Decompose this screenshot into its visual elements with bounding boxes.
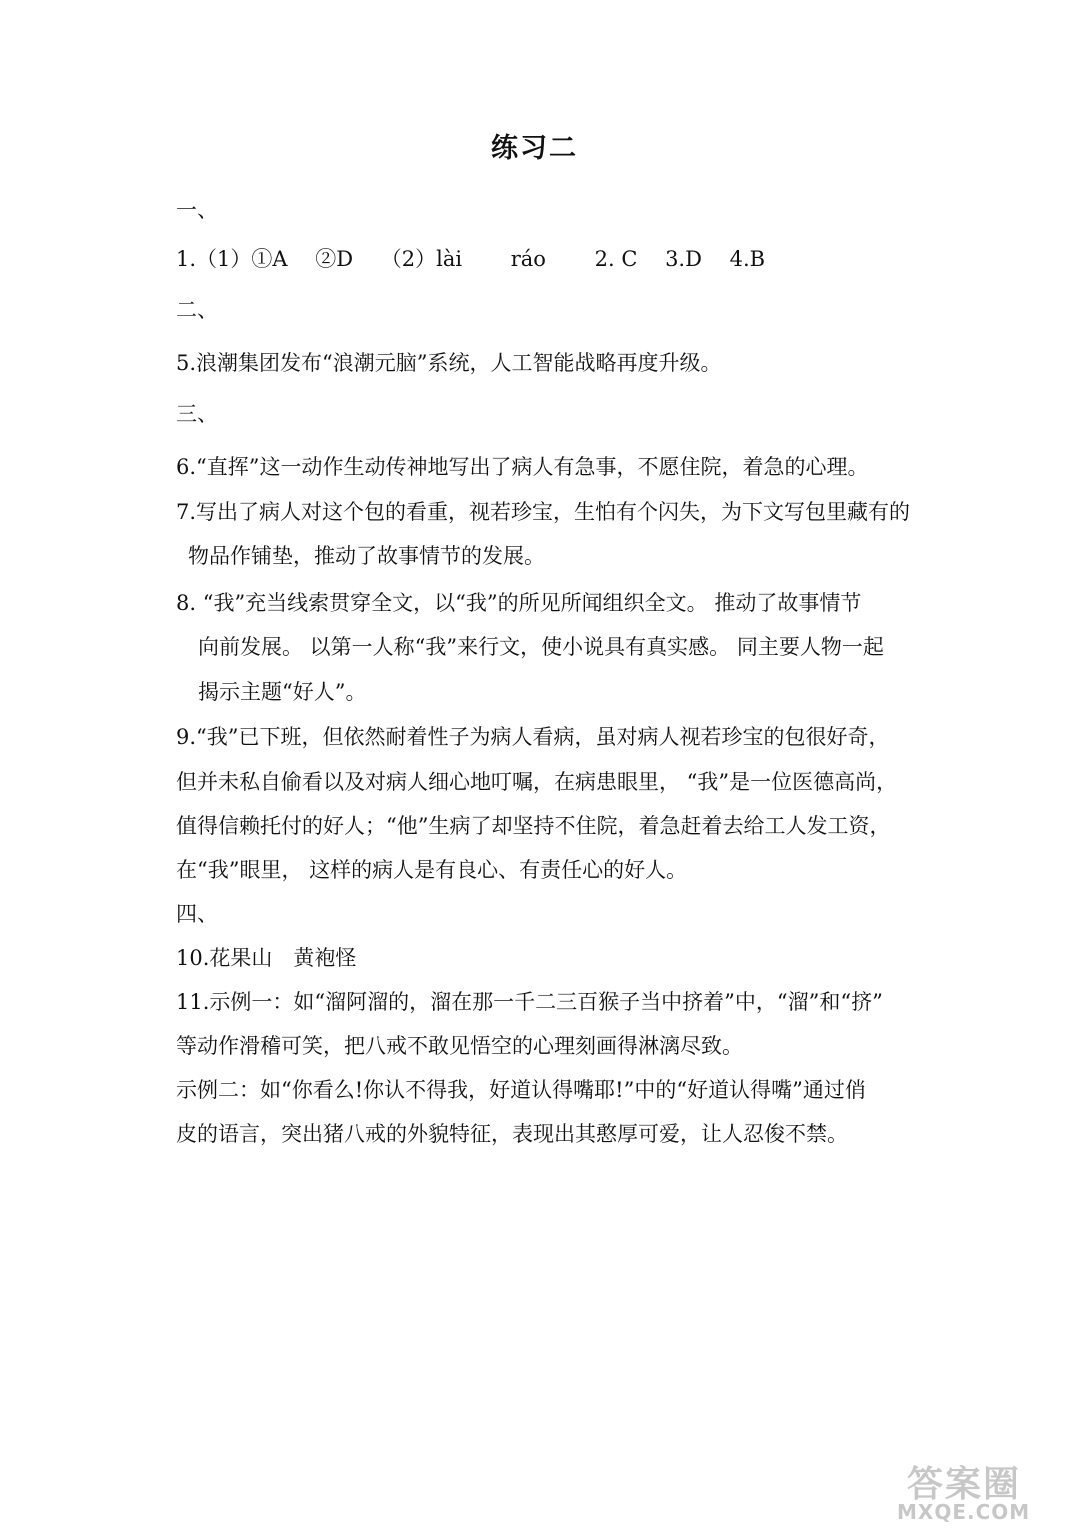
answer-line: 7.写出了病人对这个包的看重，视若珍宝，生怕有个闪失，为下文写包里藏有的 — [176, 500, 911, 524]
answer-line-continued: 在“我”眼里， 这样的病人是有良心、有责任心的好人。 — [176, 858, 688, 882]
answer-line: 示例二：如“你看么!你认不得我，好道认得嘴耶!”中的“好道认得嘴”通过俏 — [176, 1078, 866, 1102]
answer-line: 6.“直挥”这一动作生动传神地写出了病人有急事，不愿住院，着急的心理。 — [176, 455, 869, 479]
answer-line-continued: 但并未私自偷看以及对病人细心地叮嘱，在病患眼里， “我”是一位医德高尚， — [176, 770, 898, 794]
answer-line: 1.（1）①A ②D （2）lài ráo 2. C 3.D 4.B — [176, 247, 766, 271]
answer-line: 11.示例一：如“溜阿溜的，溜在那一千二三百猴子当中挤着”中，“溜”和“挤” — [176, 990, 883, 1014]
answer-line-continued: 值得信赖托付的好人；“他”生病了却坚持不住院，着急赶着去给工人发工资， — [176, 814, 891, 838]
answer-line-continued: 向前发展。 以第一人称“我”来行文，使小说具有真实感。 同主要人物一起 — [198, 635, 884, 659]
answer-line-continued: 物品作铺垫，推动了故事情节的发展。 — [188, 544, 545, 568]
watermark-logo — [887, 1456, 1057, 1528]
section-heading-3: 三、 — [176, 402, 218, 426]
section-heading-4: 四、 — [176, 902, 218, 926]
page-title: 练习二 — [491, 133, 578, 164]
answer-line: 5.浪潮集团发布“浪潮元脑”系统，人工智能战略再度升级。 — [176, 351, 722, 375]
watermark-top-text: 答案圈 — [907, 1464, 1022, 1505]
answer-line: 10.花果山 黄袍怪 — [176, 946, 357, 970]
answer-line-continued: 等动作滑稽可笑，把八戒不敢见悟空的心理刻画得淋漓尽致。 — [176, 1034, 743, 1058]
answer-line-continued: 揭示主题“好人”。 — [198, 680, 367, 704]
section-heading-1: 一、 — [176, 198, 218, 222]
answer-line: 8. “我”充当线索贯穿全文，以“我”的所见所闻组织全文。 推动了故事情节 — [176, 591, 862, 615]
watermark-bottom-text: MXQE.COM — [897, 1500, 1031, 1524]
section-heading-2: 二、 — [176, 298, 218, 322]
answer-line-continued: 皮的语言，突出猪八戒的外貌特征，表现出其憨厚可爱，让人忍俊不禁。 — [176, 1122, 848, 1146]
answer-line: 9.“我”已下班，但依然耐着性子为病人看病，虽对病人视若珍宝的包很好奇， — [176, 725, 890, 749]
